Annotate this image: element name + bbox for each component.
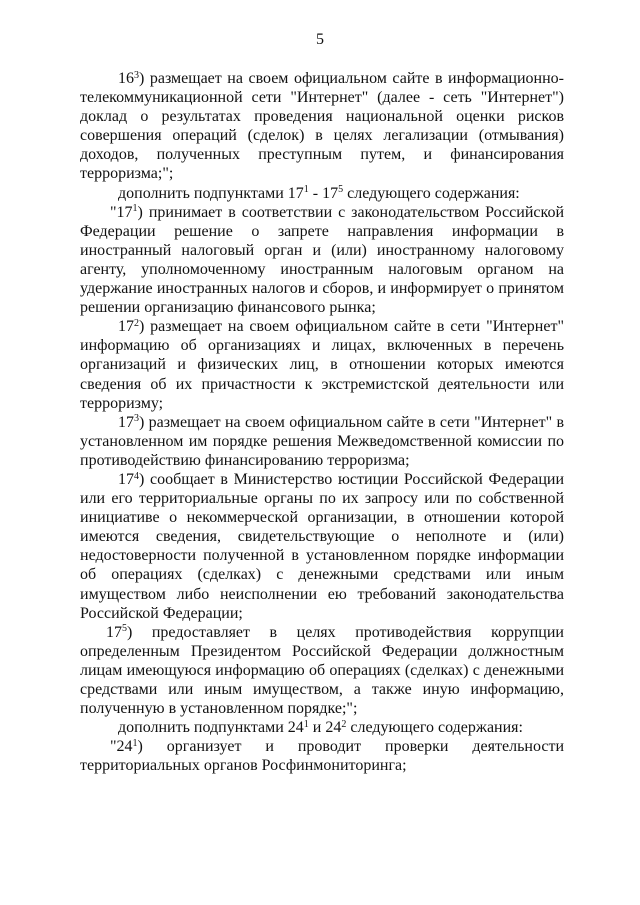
paragraph-24-1 [80, 737, 564, 775]
paragraph-17-2 [80, 317, 564, 412]
paragraph-add-24 [80, 718, 564, 737]
text-segment: и 24 [308, 719, 342, 737]
text-segment: ) размещает на своем официальном сайте в информационно-телекоммуникационной сети "Интернет" (далее - сеть "Интернет") доклад о результатах проведения национальной оценки рисков совершения операций (сделок) в целях легализации (отмывания) доходов, полученных преступным путем, и финансирования терроризма;"; [80, 70, 564, 183]
text-segment: 17 [118, 470, 134, 488]
superscript: 1 [303, 718, 309, 730]
superscript: 5 [122, 623, 127, 635]
superscript: 5 [338, 184, 344, 196]
text-segment: ) организует и проводит проверки деятельности территориальных органов Росфинмониторинга; [80, 738, 564, 775]
paragraph-17-3 [80, 413, 564, 470]
text-segment: ) размещает на своем официальном сайте в сети "Интернет" в установленном им порядке решения Межведомственной комиссии по противодействию финансированию терроризма; [80, 413, 564, 469]
paragraph-17-5 [80, 623, 564, 718]
superscript: 1 [303, 184, 309, 196]
superscript: 2 [341, 718, 347, 730]
text-segment: 17 [118, 318, 134, 336]
text-segment: следующего содержания: [346, 719, 523, 737]
superscript: 3 [134, 69, 139, 81]
paragraph-17-4 [80, 470, 564, 623]
paragraph-17-1 [80, 203, 564, 318]
superscript: 1 [132, 203, 138, 215]
text-segment: ) предоставляет в целях противодействия коррупции определенным Президентом Российской Федерации должностным лицам имеющуюся информацию об операциях (сделках) с денежными средствами или иным имуществом, а также иную информацию, полученную в установленном порядке;"; [80, 623, 564, 718]
text-segment: ) размещает на своем официальном сайте в сети "Интернет" информацию об организациях и лицах, включенных в перечень организаций и физических лиц, в отношении которых имеются сведения об их причастности к экстремистской деятельности или терроризму; [80, 318, 564, 412]
superscript: 2 [134, 317, 139, 329]
document-body [80, 69, 564, 775]
text-segment: - 17 [308, 184, 339, 202]
text-segment: 17 [106, 623, 122, 641]
text-segment: дополнить подпунктами 24 [118, 719, 304, 737]
superscript: 4 [134, 470, 139, 482]
text-segment: "24 [110, 738, 133, 756]
text-segment: следующего содержания: [343, 184, 520, 202]
paragraph-16-3 [80, 69, 564, 184]
text-segment: 16 [118, 70, 134, 87]
page-number: 5 [316, 31, 324, 48]
text-segment: ) сообщает в Министерство юстиции Российской Федерации или его территориальные органы по их запросу или по собственной инициативе о некоммерческой организации, в отношении которой имеются сведения, свидетельствующие о неполноте и (или) недостоверности полученной в установленном порядке информации об операциях (сделках) с денежными средствами или иным имуществом либо неисполнении ею требований законодательства Российской Федерации; [80, 470, 564, 622]
text-segment: дополнить подпунктами 17 [118, 184, 304, 202]
paragraph-add-17 [80, 184, 564, 203]
text-segment: ) принимает в соответствии с законодательством Российской Федерации решение о запрете направления информации в иностранный налоговый орган и (или) иностранному налоговому агенту, уполномоченному иностранным налоговым органом на удержание иностранных налогов и сборов, и информирует о принятом решении организацию финансового рынка; [80, 203, 564, 317]
text-segment: 17 [118, 413, 134, 431]
superscript: 1 [132, 737, 138, 749]
superscript: 3 [134, 413, 139, 425]
text-segment: "17 [110, 203, 133, 221]
